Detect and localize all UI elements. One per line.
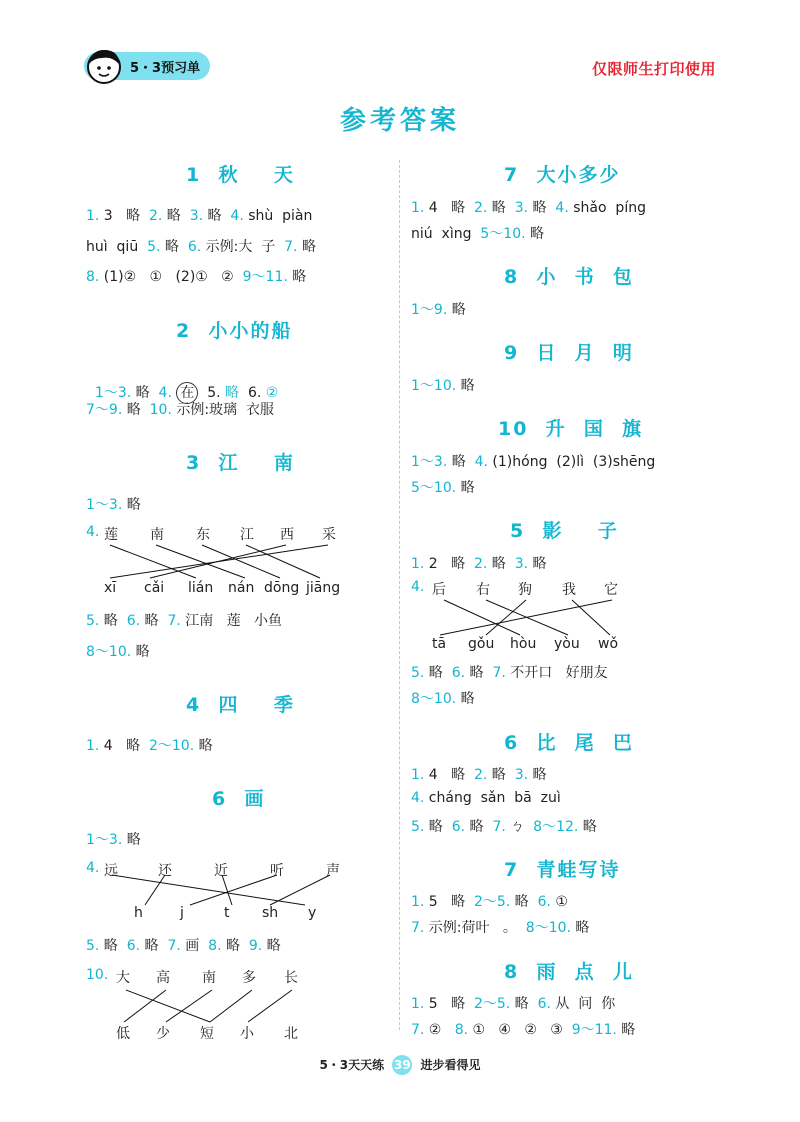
matching-word: 南 (150, 527, 164, 543)
answer-line (86, 735, 213, 755)
matching-word: 西 (280, 527, 294, 543)
answer-text: 略 (131, 385, 159, 401)
section-title: 2 小小的船 (176, 320, 293, 342)
answer-text: 略 (262, 938, 281, 954)
matching-word: jiāng (306, 580, 341, 596)
matching-word: 右 (476, 582, 490, 598)
answer-text: 略 (424, 819, 452, 835)
question-number: 4. (230, 208, 244, 224)
answer-text: 略 (487, 200, 515, 216)
question-number: 1～9. (411, 302, 448, 318)
answer-text: shù piàn (243, 208, 313, 224)
question-number: 8～10. (411, 691, 457, 707)
answer-line (411, 223, 544, 243)
matching-word: dōng (264, 580, 300, 596)
question-number: 6. (187, 239, 202, 255)
question-number: 1. (411, 767, 425, 783)
question-number: 8～12. (533, 819, 579, 835)
answer-text: 从 问 你 (550, 996, 616, 1012)
question-number: 9. (248, 938, 263, 954)
footer-left: 5・3天天练 (319, 1058, 385, 1072)
question-number: ② (261, 385, 279, 401)
matching-word: 它 (604, 582, 618, 598)
answer-text: 略 (465, 819, 493, 835)
answer-line (411, 816, 597, 836)
answer-text: (1)② ① (2)① ② (99, 269, 243, 285)
answer-text: 略 (570, 920, 590, 936)
matching-word: j (180, 905, 184, 921)
question-number: 8～10. (525, 920, 571, 936)
question-number: 2. (473, 200, 488, 216)
section-title: 5 影 子 (510, 520, 619, 542)
matching-word: 大 (116, 970, 130, 986)
answer-text: 略 (203, 208, 231, 224)
matching-word: yòu (554, 636, 580, 652)
answer-text: 示例:荷叶 。 (424, 920, 526, 936)
question-number: 4. (411, 790, 425, 806)
matching-word: wǒ (598, 636, 619, 652)
question-number: 7. (167, 938, 181, 954)
question-number: 1～10. (411, 378, 457, 394)
circled-answer: 在 (176, 382, 198, 404)
answer-text: 略 (122, 402, 150, 418)
matching-word: lián (188, 580, 214, 596)
answer-text: 略 (528, 556, 547, 572)
question-number: 5. (86, 613, 100, 629)
question-number: 4. (86, 524, 100, 540)
question-number: 10. (86, 967, 109, 983)
question-number: 4. (158, 385, 172, 401)
question-number: 7. (167, 613, 181, 629)
question-number: 1～3. (411, 454, 448, 470)
answer-text: 略 (140, 938, 168, 954)
answer-text: 5 略 (424, 894, 474, 910)
matching-word: 短 (200, 1026, 214, 1042)
question-number: 1. (86, 208, 100, 224)
section-title: 8 小 书 包 (504, 266, 634, 288)
answer-text: 略 (131, 644, 150, 660)
answer-text: niú xìng (411, 226, 481, 242)
answer-text: 画 (180, 938, 209, 954)
section-title: 4 四 季 (186, 694, 295, 716)
answer-text: ① ④ ② ③ (468, 1022, 572, 1038)
answer-line (411, 993, 615, 1013)
matching-word: t (224, 905, 230, 921)
question-number: 6. (126, 613, 141, 629)
matching-word: 少 (156, 1026, 170, 1042)
question-number: 8～10. (86, 644, 132, 660)
answer-text: 略 (456, 480, 475, 496)
answer-text: 略 (99, 938, 127, 954)
answer-text: 略 (122, 832, 141, 848)
question-number: 8. (208, 938, 222, 954)
answer-line (86, 641, 150, 661)
matching-word: tā (432, 636, 447, 652)
question-number: 3. (514, 767, 529, 783)
answer-text: 略 (162, 208, 190, 224)
question-number: 2. (473, 556, 488, 572)
matching-word: cǎi (144, 580, 165, 596)
answer-text: 4 略 (99, 738, 149, 754)
answer-text: 略 (525, 226, 544, 242)
answer-text: 略 (122, 497, 141, 513)
answer-line (411, 299, 466, 319)
answer-text: 5 略 (424, 996, 474, 1012)
answer-text: 江南 莲 小鱼 (180, 613, 282, 629)
answer-text: 略 (140, 613, 168, 629)
answer-line (411, 477, 475, 497)
matching-word: xī (104, 580, 117, 596)
matching-word: 东 (196, 527, 210, 543)
matching-word: 高 (156, 970, 170, 986)
matching-word: sh (262, 905, 279, 921)
answer-line (411, 891, 568, 911)
answer-text: 略 (194, 738, 213, 754)
answer-text: ② (424, 1022, 455, 1038)
matching-word: 声 (326, 863, 340, 879)
print-notice: 仅限师生打印使用 (591, 60, 716, 78)
question-number: 7～9. (86, 402, 123, 418)
question-number: 6. (451, 665, 466, 681)
answer-text: 略 (510, 996, 538, 1012)
question-number: 6. (451, 819, 466, 835)
question-number: 9～11. (571, 1022, 617, 1038)
section-title: 7 青蛙写诗 (504, 859, 621, 881)
question-number: 5. (411, 819, 425, 835)
answer-text: 略 (528, 200, 556, 216)
answer-text: 示例:玻璃 衣服 (171, 402, 274, 418)
section-title: 9 日 月 明 (504, 342, 634, 364)
question-number: 4. (86, 860, 100, 876)
question-number: 略 (220, 385, 248, 401)
question-number: 2～10. (148, 738, 195, 754)
question-number: 3. (189, 208, 204, 224)
question-number: 1. (86, 738, 100, 754)
question-number: 1. (411, 996, 425, 1012)
matching-word: 听 (270, 863, 284, 879)
answer-text: 略 (287, 269, 307, 285)
question-number: 4. (411, 579, 425, 595)
answer-text: 略 (99, 613, 127, 629)
answer-line (411, 764, 547, 784)
matching-word: 近 (214, 863, 228, 879)
matching-word: nán (228, 580, 255, 596)
matching-word: hòu (510, 636, 537, 652)
answer-text: 4 略 (424, 767, 474, 783)
answer-line (411, 375, 475, 395)
answer-line (86, 610, 282, 630)
answer-text: 略 (447, 454, 475, 470)
question-number: 2. (473, 767, 488, 783)
question-number: 1. (411, 556, 425, 572)
matching-word: 还 (158, 863, 172, 879)
answer-text: ① (550, 894, 568, 910)
page-title: 参考答案 (339, 106, 460, 136)
question-number: 9～11. (242, 269, 288, 285)
footer-right: 进步看得见 (420, 1058, 481, 1072)
question-number: 1. (411, 200, 425, 216)
question-number: 5. (411, 665, 425, 681)
question-number: 3. (514, 556, 529, 572)
question-number: 7. (284, 239, 298, 255)
question-number: 7. (411, 1022, 425, 1038)
answer-text: 略 (456, 691, 475, 707)
question-number: 6. (126, 938, 141, 954)
answer-text: 略 (487, 767, 515, 783)
answer-line (411, 662, 608, 682)
question-number: 6. (537, 894, 551, 910)
badge-label: 5・3预习单 (130, 61, 201, 76)
answer-text: 略 (465, 665, 493, 681)
page-footer (0, 1055, 800, 1075)
matching-word: 后 (432, 582, 446, 598)
answer-line (411, 790, 561, 806)
answer-line (86, 829, 141, 849)
answer-text: 略 (424, 665, 452, 681)
section-title: 8 雨 点 儿 (504, 961, 634, 983)
matching-word: 狗 (518, 582, 532, 598)
matching-word: gǒu (468, 636, 495, 652)
section-title: 6 比 尾 巴 (504, 732, 634, 754)
page-number: 39 (392, 1055, 412, 1075)
matching-word: 远 (104, 863, 118, 879)
answer-text: 略 (456, 378, 475, 394)
question-number: 6. (537, 996, 551, 1012)
answer-text: 略 (447, 302, 466, 318)
matching-word: h (134, 905, 143, 921)
section-title: 7 大小多少 (504, 164, 621, 186)
answer-text: ㄅ (505, 819, 534, 835)
answer-text: 略 (510, 894, 538, 910)
question-number: 4. (474, 454, 488, 470)
matching-word: 低 (116, 1026, 130, 1042)
question-number: 5. (147, 239, 161, 255)
matching-word: 南 (202, 970, 216, 986)
question-number: 10. (149, 402, 172, 418)
question-number: 5. (86, 938, 100, 954)
answer-text: 略 (528, 767, 547, 783)
question-number: 8. (454, 1022, 469, 1038)
answer-line (411, 917, 589, 937)
answer-text: 略 (297, 239, 316, 255)
matching-word: y (308, 905, 317, 921)
question-number: 2～5. (473, 894, 511, 910)
answer-line (411, 197, 646, 217)
question-number: 2～5. (473, 996, 511, 1012)
answer-line (411, 451, 655, 471)
matching-word: 莲 (104, 527, 118, 543)
matching-word: 采 (322, 527, 336, 543)
answer-line (86, 935, 281, 955)
answer-text: 略 (578, 819, 597, 835)
question-number: 1～3. (86, 497, 123, 513)
matching-word: 江 (240, 527, 254, 543)
question-number: 5～10. (480, 226, 526, 242)
question-number: 1. (411, 894, 425, 910)
section-title: 6 画 (212, 788, 266, 810)
question-number: 5～10. (411, 480, 457, 496)
question-number: 7. (492, 819, 506, 835)
matching-word: 长 (284, 970, 298, 986)
answer-text: 不开口 好朋友 (505, 665, 608, 681)
question-number: 1～3. (86, 832, 123, 848)
question-number: 8. (86, 269, 100, 285)
question-number: 7. (492, 665, 506, 681)
answer-text: huì qiū (86, 239, 148, 255)
question-number: 1～3. (94, 385, 132, 401)
answer-line (411, 688, 475, 708)
answer-text: 3 略 (99, 208, 149, 224)
answer-text: cháng sǎn bā zuì (424, 790, 561, 806)
section-title: 3 江 南 (186, 452, 295, 474)
answer-text: 略 (160, 239, 188, 255)
question-number: 2. (148, 208, 163, 224)
question-number: 7. (411, 920, 425, 936)
answer-text: shǎo píng (568, 200, 646, 216)
answer-text: 6. (247, 385, 262, 401)
section-title: 10 升 国 旗 (498, 418, 644, 440)
matching-word: 多 (242, 970, 256, 986)
answer-text: 2 略 (424, 556, 474, 572)
answer-text: 5. (207, 385, 221, 401)
question-number: 4. (555, 200, 569, 216)
answer-text: 略 (487, 556, 515, 572)
answer-text: 4 略 (424, 200, 474, 216)
matching-word: 小 (240, 1026, 254, 1042)
answer-line (411, 1019, 635, 1039)
answer-text: 略 (221, 938, 249, 954)
answer-text: 略 (616, 1022, 636, 1038)
matching-word: 我 (562, 582, 576, 598)
section-title: 1 秋 天 (186, 164, 295, 186)
answer-text: 示例:大 子 (201, 239, 285, 255)
question-number: 3. (514, 200, 529, 216)
answer-line (411, 553, 547, 573)
matching-word: 北 (284, 1026, 298, 1042)
answer-text: (1)hóng (2)lì (3)shēng (487, 454, 656, 470)
